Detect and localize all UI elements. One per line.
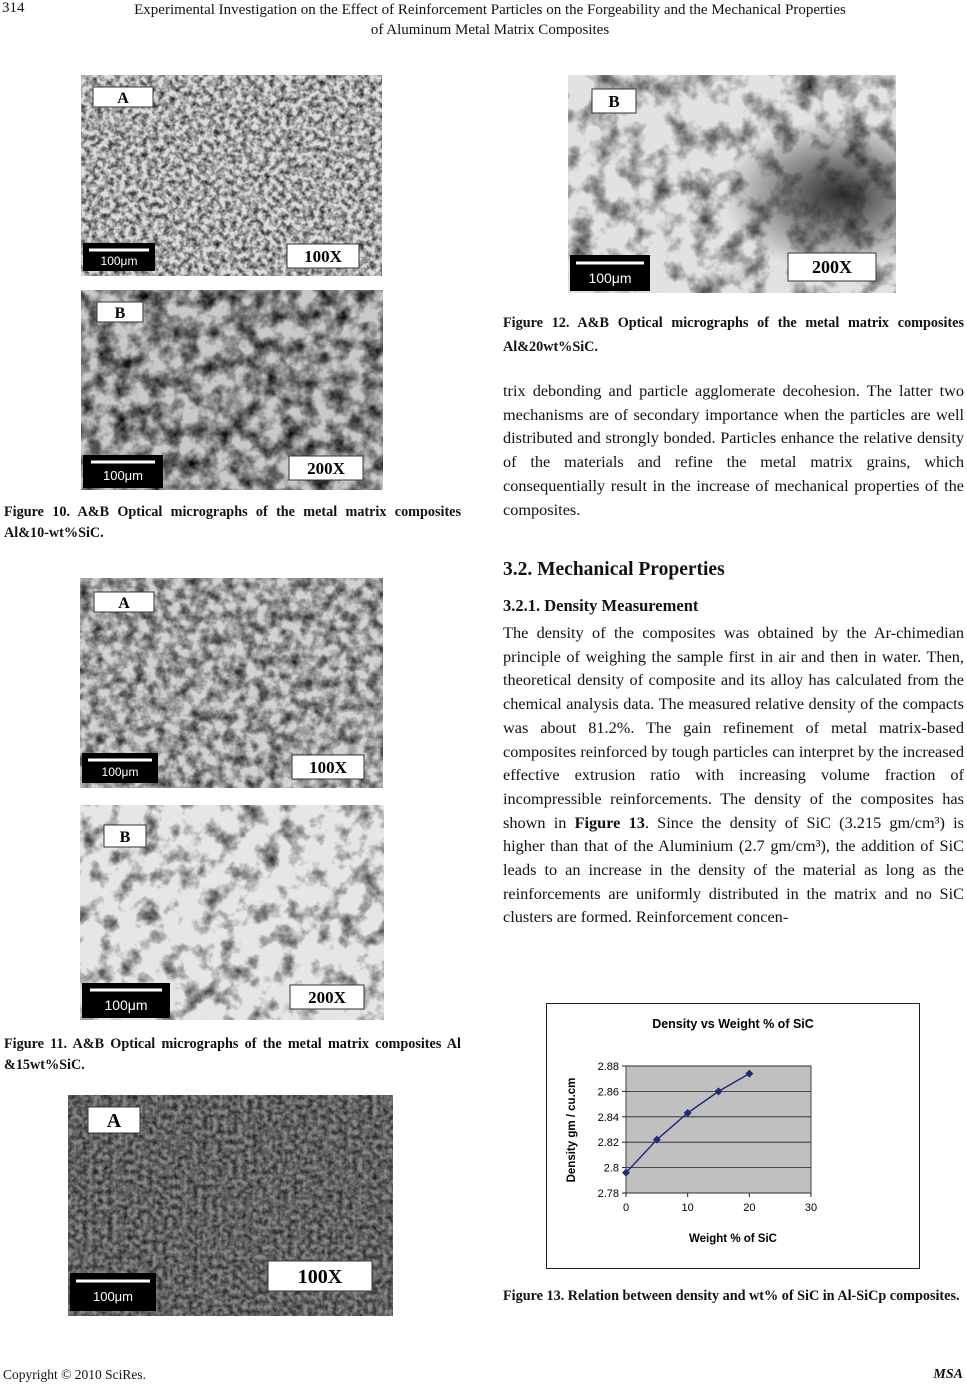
micrograph-label: B <box>119 829 131 846</box>
magnification-label: 100X <box>309 758 347 777</box>
x-tick-label: 10 <box>681 1202 694 1214</box>
scale-bar-label: 100μm <box>101 765 139 779</box>
copyright-notice: Copyright © 2010 SciRes. <box>3 1367 147 1382</box>
x-axis-ticks <box>623 1193 817 1214</box>
micrograph-label: B <box>608 92 620 111</box>
magnification-label: 200X <box>308 988 346 1007</box>
running-header <box>40 0 940 40</box>
y-axis-label: Density gm / cu.cm <box>566 1077 578 1183</box>
x-tick-label: 0 <box>622 1202 630 1214</box>
x-axis-label: Weight % of SiC <box>689 1233 777 1245</box>
figure-10-caption: Figure 10. A&B Optical micrographs of the metal matrix composites Al&10-wt%SiC. <box>4 504 461 541</box>
micrograph-fig12-b <box>568 75 896 293</box>
chart-title: Density vs Weight % of SiC <box>652 1017 814 1031</box>
magnification-label: 100X <box>297 1266 343 1288</box>
paragraph-text: . Since the density of SiC (3.215 gm/cm³) is higher than that of the Aluminium (2.7 gm/cm³), the addition of SiC leads to an increase in the density of the material as long as the reinforcements are uniformly distributed in the matrix and no SiC clusters are formed. Reinforcement concen- <box>503 812 964 927</box>
micrograph-fig10-b <box>81 290 383 490</box>
plot-area <box>626 1066 811 1193</box>
micrograph-label: A <box>118 595 130 612</box>
running-header-line-1: Experimental Investigation on the Effect of Reinforcement Particles on the Forgeability and the Mechanical Properties <box>134 2 846 18</box>
x-tick-label: 20 <box>743 1202 756 1214</box>
scale-bar-label: 100μm <box>102 468 144 483</box>
scale-bar-label: 100μm <box>104 997 148 1013</box>
page-number: 314 <box>2 0 25 16</box>
y-tick-label: 2.86 <box>597 1086 619 1099</box>
body-paragraph-2 <box>503 621 964 929</box>
body-paragraph-1: trix debonding and particle agglomerate decohesion. The latter two mechanisms are of secondary importance when the particles are well distributed and strongly bonded. Particles enhance the relative density of the materials and refine the metal matrix grains, which consequentially result in the increase of mechanical properties of the composites. <box>503 381 964 519</box>
micrograph-label: A <box>106 1110 122 1132</box>
journal-abbreviation: MSA <box>933 1367 963 1382</box>
y-axis-ticks <box>598 1061 626 1200</box>
figure-12-caption: Figure 12. A&B Optical micrographs of the metal matrix composites Al&20wt%SiC. <box>503 315 964 355</box>
y-tick-label: 2.84 <box>597 1111 619 1124</box>
y-tick-label: 2.82 <box>597 1137 619 1150</box>
figure-11-caption: Figure 11. A&B Optical micrographs of the metal matrix composites Al &15wt%SiC. <box>4 1036 461 1073</box>
micrograph-label: A <box>117 90 129 107</box>
density-chart <box>547 1004 919 1268</box>
subsection-heading: 3.2.1. Density Measurement <box>503 596 699 615</box>
figure-13-caption: Figure 13. Relation between density and wt% of SiC in Al-SiCp composites. <box>503 1288 960 1304</box>
micrograph-fig12-a <box>68 1095 393 1316</box>
magnification-label: 100X <box>304 247 342 266</box>
magnification-label: 200X <box>307 459 345 478</box>
y-tick-label: 2.88 <box>597 1061 619 1073</box>
magnification-label: 200X <box>812 257 852 277</box>
paragraph-text: The density of the composites was obtained by the Ar-chimedian principle of weighing the sample first in air and then in water. Then, theoretical density of composite and its alloy has calculated from the chemical analysis data. The measured relative density of the compacts was about 81.2%. The gain refinement of metal matrix-based composites reinforced by tough particles can interpret by the increased effective extrusion ratio with increasing volume fraction of incompressible reinforcements. The density of the composites has shown in <box>503 623 964 832</box>
micrograph-label: B <box>114 305 126 322</box>
micrograph-fig11-b <box>80 805 384 1020</box>
x-tick-label: 30 <box>804 1202 818 1214</box>
scale-bar-label: 100μm <box>100 254 138 268</box>
y-tick-label: 2.8 <box>603 1162 619 1175</box>
figure-13-chart <box>546 1003 920 1269</box>
scale-bar-label: 100μm <box>588 270 632 286</box>
y-tick-label: 2.78 <box>597 1188 619 1200</box>
micrograph-fig11-a <box>80 578 383 788</box>
figure-reference-link[interactable]: Figure 13 <box>574 812 645 832</box>
micrograph-fig10-a <box>81 75 382 276</box>
scale-bar-label: 100μm <box>92 1289 134 1304</box>
running-header-line-2: of Aluminum Metal Matrix Composites <box>370 22 610 38</box>
section-heading: 3.2. Mechanical Properties <box>503 559 725 580</box>
